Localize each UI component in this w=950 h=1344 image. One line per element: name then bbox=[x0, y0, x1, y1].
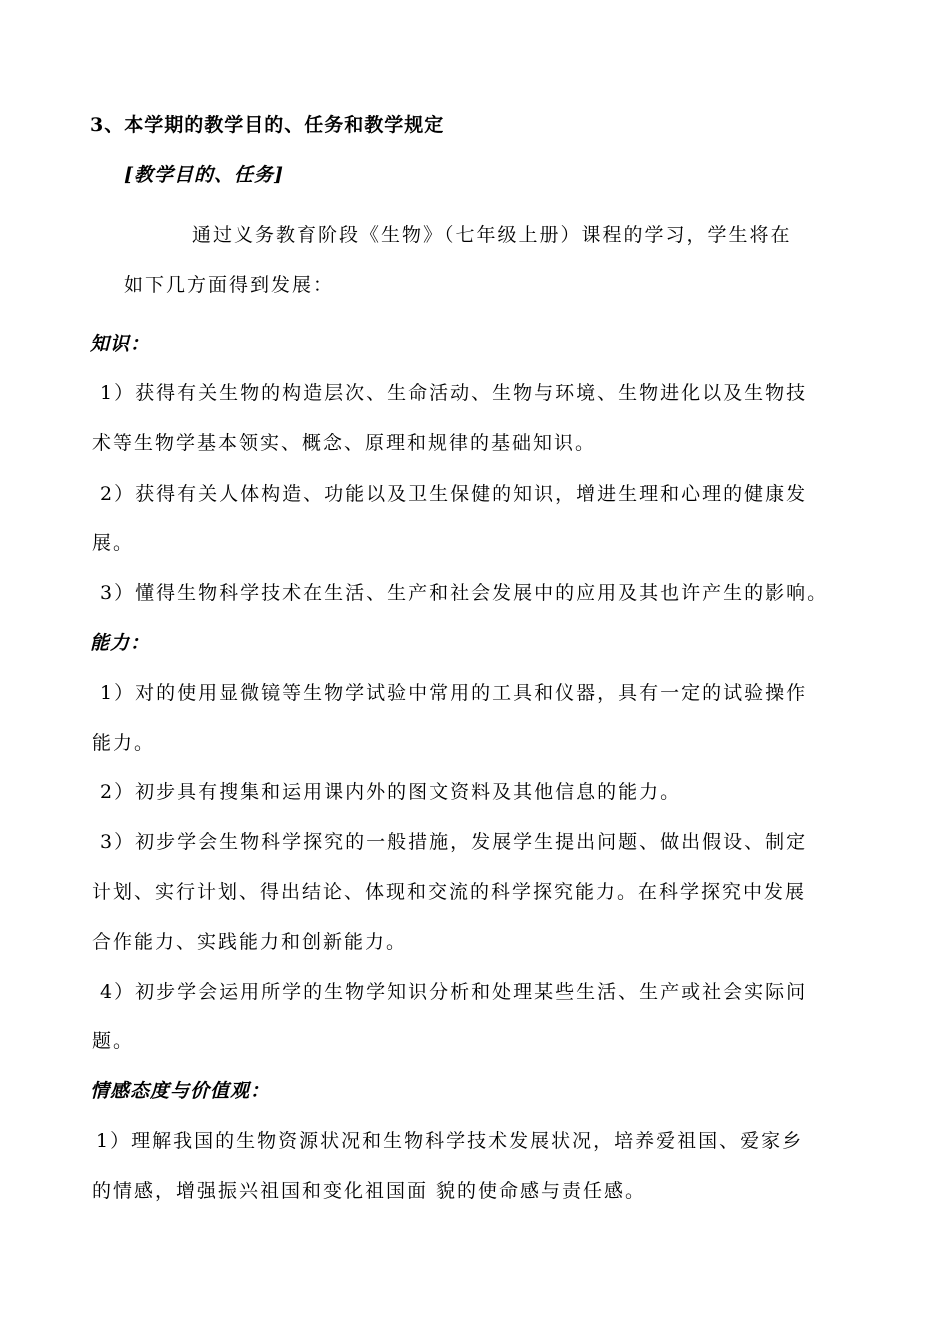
intro-line-1: 通过义务教育阶段《生物》（七年级上册）课程的学习，学生将在 bbox=[192, 224, 792, 246]
subheading-goals: [教学目的、任务] bbox=[124, 164, 284, 186]
attitude-item-1-line-1: 1）理解我国的生物资源状况和生物科学技术发展状况，培养爱祖国、爱家乡 bbox=[96, 1130, 804, 1152]
ability-item-4-line-1: 4）初步学会运用所学的生物学知识分析和处理某些生活、生产或社会实际问 bbox=[100, 981, 808, 1003]
attitude-heading: 情感态度与价值观： bbox=[90, 1080, 271, 1102]
knowledge-item-3-line-1: 3）懂得生物科学技术在生活、生产和社会发展中的应用及其也许产生的影响。 bbox=[100, 582, 829, 604]
section-heading: 3、本学期的教学目的、任务和教学规定 bbox=[90, 114, 445, 136]
ability-item-1-line-1: 1）对的使用显微镜等生物学试验中常用的工具和仪器，具有一定的试验操作 bbox=[100, 682, 808, 704]
ability-item-3-line-1: 3）初步学会生物科学探究的一般措施，发展学生提出问题、做出假设、制定 bbox=[100, 831, 808, 853]
knowledge-item-1-line-2: 术等生物学基本领实、概念、原理和规律的基础知识。 bbox=[92, 432, 597, 454]
attitude-item-1-line-2: 的情感，增强振兴祖国和变化祖国面 貌的使命感与责任感。 bbox=[92, 1180, 647, 1202]
knowledge-item-2-line-1: 2）获得有关人体构造、功能以及卫生保健的知识，增进生理和心理的健康发 bbox=[100, 483, 808, 505]
intro-line-2: 如下几方面得到发展： bbox=[124, 274, 335, 296]
knowledge-heading: 知识： bbox=[90, 333, 151, 355]
ability-item-3-line-3: 合作能力、实践能力和创新能力。 bbox=[92, 931, 408, 953]
ability-item-4-line-2: 题。 bbox=[92, 1030, 135, 1052]
ability-item-2-line-1: 2）初步具有搜集和运用课内外的图文资料及其他信息的能力。 bbox=[100, 781, 682, 803]
ability-item-1-line-2: 能力。 bbox=[92, 732, 156, 754]
knowledge-item-1-line-1: 1）获得有关生物的构造层次、生命活动、生物与环境、生物进化以及生物技 bbox=[100, 382, 808, 404]
ability-item-3-line-2: 计划、实行计划、得出结论、体现和交流的科学探究能力。在科学探究中发展 bbox=[92, 881, 807, 903]
knowledge-item-2-line-2: 展。 bbox=[92, 532, 135, 554]
ability-heading: 能力： bbox=[90, 632, 151, 654]
